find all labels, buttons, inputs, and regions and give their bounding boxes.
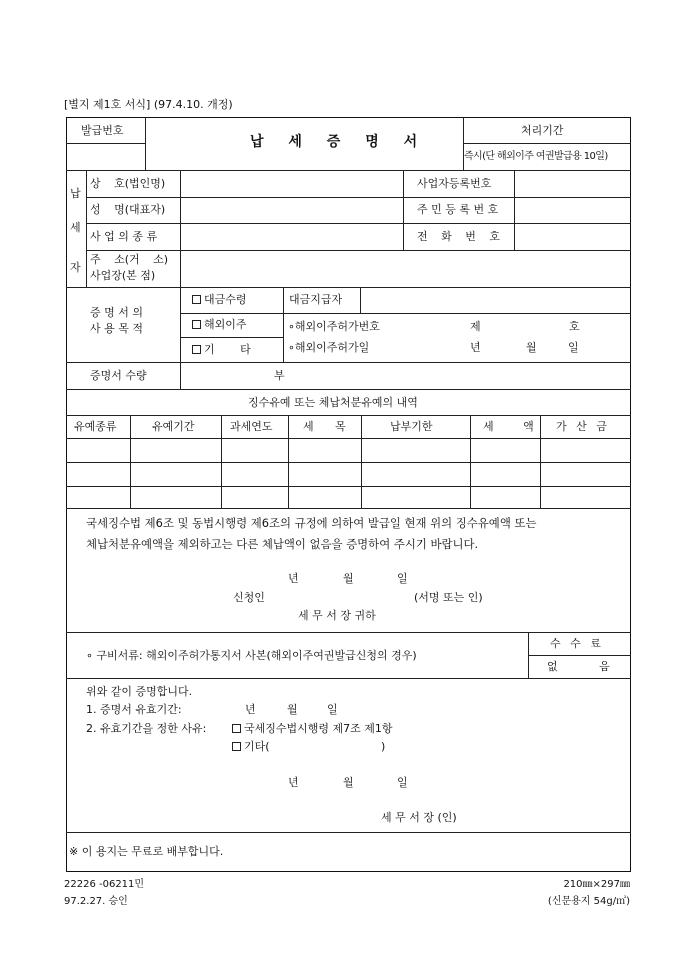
rule	[66, 362, 631, 363]
reason-checkbox[interactable]	[232, 742, 241, 751]
emigration-option[interactable]	[192, 319, 247, 330]
payment-option[interactable]	[192, 294, 247, 305]
rule	[86, 223, 631, 224]
address-label: 주 소(거 소)	[90, 253, 169, 266]
processing-period-value: 즉시(단 해외이주 여권발급용 10일)	[464, 151, 608, 162]
form-tag: [별지 제1호 서식] (97.4.10. 개정)	[64, 98, 233, 111]
quantity-label: 증명서 수량	[90, 369, 147, 382]
permit-date-month: 월	[526, 341, 537, 354]
rule	[66, 170, 631, 171]
request-text: 체납처분유예액을 제외하고는 다른 체납액이 없음을 증명하여 주시기 바랍니다.	[86, 537, 479, 551]
payer-label: 대금지급자	[289, 293, 343, 306]
free-notice: ※ 이 용지는 무료로 배부합니다.	[69, 845, 224, 858]
fee-label: 수 수 료	[550, 637, 601, 650]
reason-label: 2. 유효기간을 정한 사유:	[86, 722, 207, 735]
other-option-label: 기 타	[204, 343, 251, 356]
rule	[66, 678, 631, 679]
rule	[86, 250, 631, 251]
validity-day: 일	[327, 703, 338, 716]
table-header: 세 목	[303, 420, 346, 433]
cert-date-day: 일	[397, 776, 408, 789]
table-header: 유예기간	[152, 420, 195, 433]
rule	[86, 197, 631, 198]
permit-date-year: 년	[470, 341, 481, 354]
rule	[463, 143, 631, 144]
applicant-label: 신청인	[233, 591, 265, 604]
rule	[361, 415, 362, 508]
addressee: 세 무 서 장 귀하	[298, 609, 376, 622]
taxpayer-side-label: 세	[70, 221, 81, 234]
signature-label: (서명 또는 인)	[414, 591, 483, 604]
paper-size: 210㎜×297㎜	[563, 879, 630, 890]
phone-label: 전 화 번 호	[417, 230, 505, 243]
processing-period-label: 처리기간	[521, 124, 564, 137]
table-header: 납부기한	[390, 420, 433, 433]
rule	[403, 170, 404, 250]
validity-year: 년	[245, 703, 256, 716]
rule	[130, 415, 131, 508]
purpose-label: 증 명 서 의	[90, 306, 143, 319]
reason-option-close: )	[381, 740, 386, 753]
issue-no-label: 발급번호	[81, 124, 124, 137]
purpose-label: 사 용 목 적	[90, 322, 143, 335]
permit-no-je: 제	[470, 320, 481, 333]
rule	[528, 655, 631, 656]
permit-no-label: ∘해외이주허가번호	[288, 320, 380, 333]
emigration-checkbox[interactable]	[192, 320, 201, 329]
rule	[66, 143, 145, 144]
rule	[288, 415, 289, 508]
rule	[470, 415, 471, 508]
required-documents: ∘ 구비서류: 해외이주허가통지서 사본(해외이주여권발급신청의 경우)	[86, 649, 417, 662]
rule	[145, 117, 146, 170]
reason-option-2[interactable]	[232, 741, 270, 752]
rule	[528, 632, 529, 678]
reason-option-label: 국세징수법시행령 제7조 제1항	[244, 722, 393, 735]
approval-date: 97.2.27. 승인	[64, 896, 128, 907]
payment-checkbox[interactable]	[192, 295, 201, 304]
permit-no-ho: 호	[569, 320, 580, 333]
resident-no-label: 주 민 등 록 번 호	[417, 203, 499, 216]
paper-type: (신문용지 54g/㎡)	[547, 896, 630, 907]
rule	[66, 832, 631, 833]
rule	[66, 389, 631, 390]
rule	[86, 170, 87, 287]
request-date-year: 년	[288, 572, 299, 585]
rule	[463, 117, 464, 170]
reason-checkbox[interactable]	[232, 724, 241, 733]
reason-option-1[interactable]	[232, 723, 393, 734]
cert-date-month: 월	[343, 776, 354, 789]
permit-date-day: 일	[568, 341, 579, 354]
payment-option-label: 대금수령	[204, 293, 247, 306]
rule	[66, 632, 631, 633]
reason-option-label: 기타(	[244, 740, 270, 753]
rule	[514, 170, 515, 250]
taxpayer-side-label: 납	[70, 187, 81, 200]
office-signature: 세 무 서 장 (인)	[381, 811, 457, 824]
rule	[66, 438, 631, 439]
representative-label: 성 명(대표자)	[90, 203, 166, 216]
validity-label: 1. 증명서 유효기간:	[86, 703, 182, 716]
validity-month: 월	[287, 703, 298, 716]
form-code: 22226 -06211민	[64, 879, 145, 890]
rule	[66, 462, 631, 463]
rule	[66, 508, 631, 509]
permit-date-label: ∘해외이주허가일	[288, 341, 370, 354]
deferral-table-title: 징수유예 또는 체납처분유예의 내역	[248, 396, 418, 409]
rule	[180, 337, 283, 338]
cert-date-year: 년	[288, 776, 299, 789]
rule	[283, 287, 284, 362]
request-date-day: 일	[397, 572, 408, 585]
rule	[221, 415, 222, 508]
business-type-label: 사 업 의 종 류	[90, 230, 158, 243]
other-option[interactable]	[192, 344, 251, 355]
biz-reg-no-label: 사업자등록번호	[417, 177, 492, 190]
rule	[66, 486, 631, 487]
taxpayer-side-label: 자	[70, 261, 81, 274]
table-header: 가 산 금	[556, 420, 610, 433]
request-text: 국세징수법 제6조 및 동법시행령 제6조의 규정에 의하여 발급일 현재 위의 징수유예액 또는	[86, 516, 537, 530]
table-header: 과세연도	[230, 420, 273, 433]
rule	[66, 415, 631, 416]
rule	[180, 313, 631, 314]
certification-text: 위와 같이 증명합니다.	[86, 685, 193, 698]
rule	[180, 170, 181, 389]
emigration-option-label: 해외이주	[204, 318, 247, 331]
page-title: 납 세 증 명 서	[250, 134, 428, 150]
fee-value: 없 음	[547, 660, 610, 673]
rule	[360, 287, 361, 313]
rule	[540, 415, 541, 508]
quantity-unit: 부	[274, 369, 285, 382]
table-header: 유예종류	[74, 420, 117, 433]
rule	[66, 287, 631, 288]
table-header: 세 액	[483, 420, 534, 433]
request-date-month: 월	[343, 572, 354, 585]
other-checkbox[interactable]	[192, 345, 201, 354]
company-name-label: 상 호(법인명)	[90, 177, 166, 190]
business-place-label: 사업장(본 점)	[90, 269, 156, 282]
